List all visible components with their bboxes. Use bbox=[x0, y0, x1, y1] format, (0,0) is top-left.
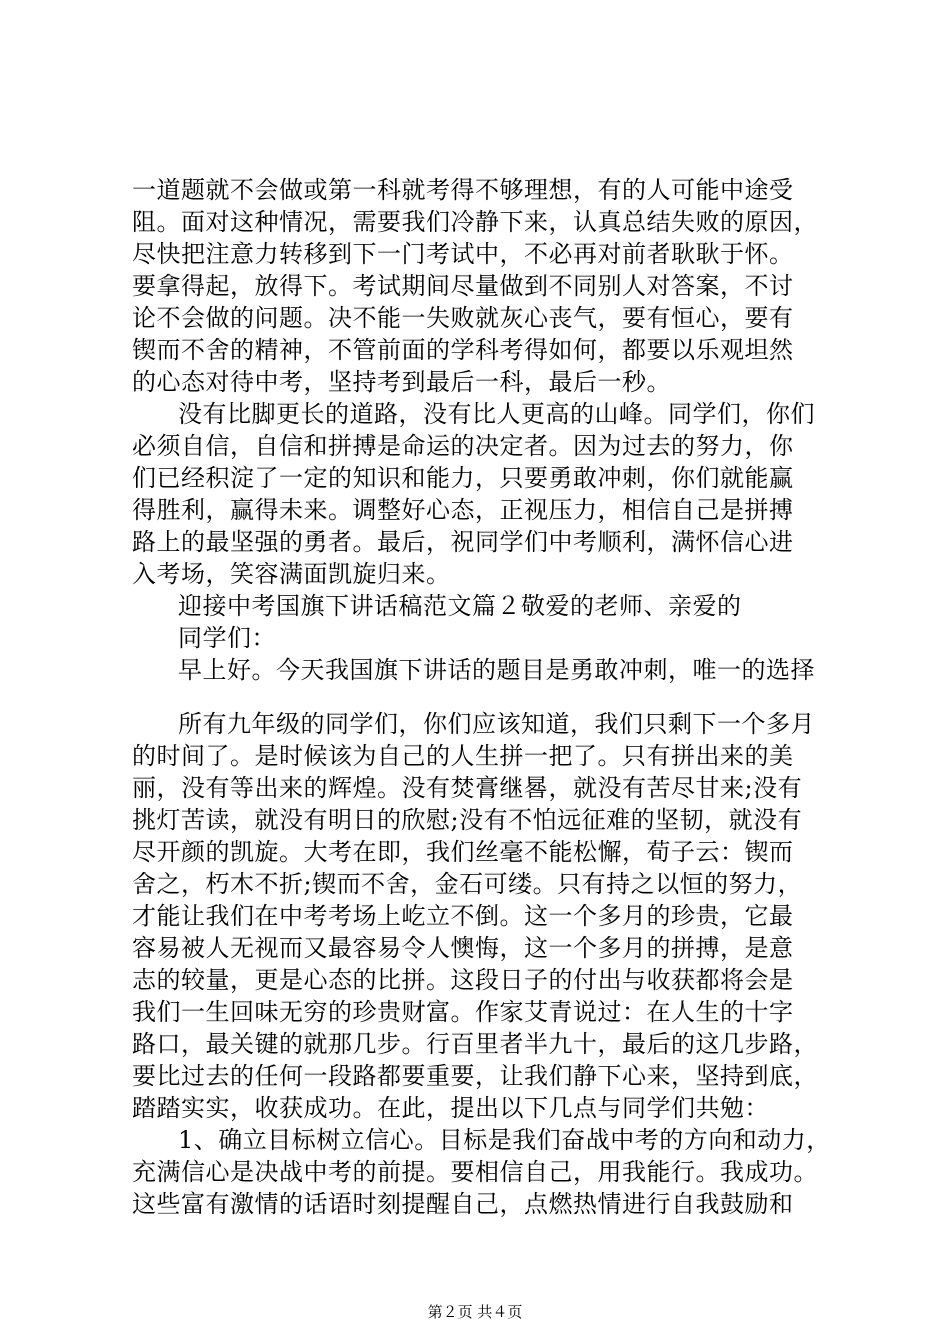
text-line: 阻。面对这种情况，需要我们冷静下来，认真总结失败的原因， bbox=[132, 208, 818, 236]
text-line: 一道题就不会做或第一科就考得不够理想，有的人可能中途受 bbox=[132, 176, 794, 204]
text-line: 1、确立目标树立信心。目标是我们奋战中考的方向和动力， bbox=[178, 1126, 831, 1154]
text-line: 丽，没有等出来的辉煌。没有焚膏继晷，就没有苦尽甘来;没有 bbox=[132, 774, 803, 802]
text-line: 必须自信，自信和拼搏是命运的决定者。因为过去的努力，你 bbox=[132, 432, 794, 460]
text-line: 充满信心是决战中考的前提。要相信自己，用我能行。我成功。 bbox=[132, 1158, 818, 1186]
text-line: 入考场，笑容满面凯旋归来。 bbox=[132, 560, 451, 588]
text-line: 路口，最关键的就那几步。行百里者半九十，最后的这几步路， bbox=[132, 1030, 818, 1058]
text-line: 这些富有激情的话语时刻提醒自己，点燃热情进行自我鼓励和 bbox=[132, 1190, 794, 1218]
text-line: 才能让我们在中考考场上屹立不倒。这一个多月的珍贵，它最 bbox=[132, 902, 794, 930]
text-line: 的时间了。是时候该为自己的人生拼一把了。只有拼出来的美 bbox=[132, 742, 794, 770]
text-line: 论不会做的问题。决不能一失败就灰心丧气，要有恒心，要有 bbox=[132, 304, 794, 332]
text-line: 要比过去的任何一段路都要重要，让我们静下心来，坚持到底， bbox=[132, 1062, 818, 1090]
section-heading: 迎接中考国旗下讲话稿范文篇２敬爱的老师、亲爱的 bbox=[178, 592, 742, 620]
text-line: 路上的最坚强的勇者。最后，祝同学们中考顺利，满怀信心进 bbox=[132, 528, 794, 556]
text-line: 尽快把注意力转移到下一门考试中，不必再对前者耿耿于怀。 bbox=[132, 240, 794, 268]
text-line: 志的较量，更是心态的比拼。这段日子的付出与收获都将会是 bbox=[132, 966, 794, 994]
text-line: 没有比脚更长的道路，没有比人更高的山峰。同学们，你们 bbox=[178, 400, 815, 428]
text-line: 尽开颜的凯旋。大考在即，我们丝毫不能松懈，荀子云：锲而 bbox=[132, 838, 794, 866]
text-line: 同学们： bbox=[178, 624, 276, 652]
text-line: 容易被人无视而又最容易令人懊悔，这一个多月的拼搏，是意 bbox=[132, 934, 794, 962]
text-line: 早上好。今天我国旗下讲话的题目是勇敢冲刺，唯一的选择 bbox=[178, 656, 815, 684]
text-line: 所有九年级的同学们，你们应该知道，我们只剩下一个多月 bbox=[178, 710, 815, 738]
text-line: 舍之，朽木不折;锲而不舍，金石可缕。只有持之以恒的努力， bbox=[132, 870, 803, 898]
text-line: 我们一生回味无穷的珍贵财富。作家艾青说过：在人生的十字 bbox=[132, 998, 794, 1026]
text-line: 们已经积淀了一定的知识和能力，只要勇敢冲刺，你们就能赢 bbox=[132, 464, 794, 492]
text-line: 锲而不舍的精神，不管前面的学科考得如何，都要以乐观坦然 bbox=[132, 336, 794, 364]
text-line: 挑灯苦读，就没有明日的欣慰;没有不怕远征难的坚韧，就没有 bbox=[132, 806, 803, 834]
text-line: 踏踏实实，收获成功。在此，提出以下几点与同学们共勉： bbox=[132, 1094, 769, 1122]
text-line: 要拿得起，放得下。考试期间尽量做到不同别人对答案，不讨 bbox=[132, 272, 794, 300]
text-line: 得胜利，赢得未来。调整好心态，正视压力，相信自己是拼搏 bbox=[132, 496, 794, 524]
text-line: 的心态对待中考，坚持考到最后一科，最后一秒。 bbox=[132, 368, 671, 396]
page-number: 第２页 共４页 bbox=[427, 1303, 523, 1321]
